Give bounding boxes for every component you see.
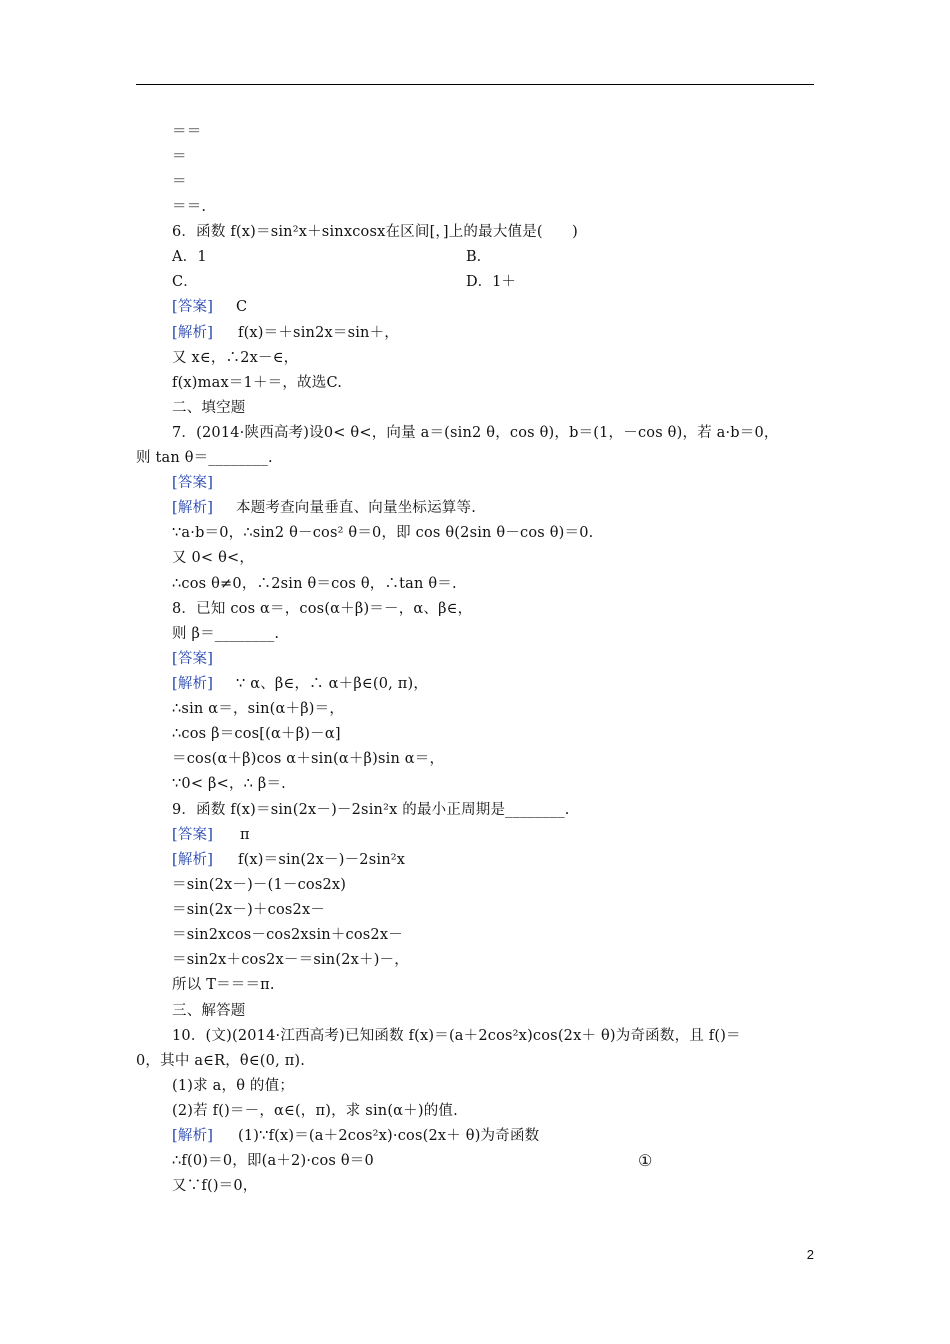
text-line: 则 tan θ＝________. <box>136 450 273 466</box>
text-line: ＝sin(2x－)＋cos2x－ <box>172 902 326 918</box>
answer-label: [解析] <box>172 325 214 341</box>
text-line: 6．函数 f(x)＝sin²x＋sinxcosx在区间[，]上的最大值是( ) <box>172 224 579 240</box>
answer-label: [解析] <box>172 852 214 868</box>
text-line: ∴cos β＝cos[(α＋β)－α] <box>172 726 341 742</box>
text-line: ∴f(0)＝0，即(a＋2)·cos θ＝0 <box>172 1153 374 1169</box>
text-line: 二、填空题 <box>172 400 246 416</box>
text-line: ∵a·b＝0，∴sin2 θ－cos² θ＝0，即 cos θ(2sin θ－cos θ)＝0. <box>172 525 594 541</box>
text-line: 本题考查向量垂直、向量坐标运算等. <box>236 500 477 516</box>
text-line: ＝sin2xcos－cos2xsin＋cos2x－ <box>172 927 403 943</box>
text-line: ∴cos θ≠0，∴2sin θ＝cos θ，∴tan θ＝. <box>172 576 457 592</box>
text-line: π <box>240 827 250 843</box>
text-line: ∵ α、β∈，∴ α＋β∈(0, π)， <box>236 676 429 692</box>
text-line: 所以 T＝＝＝π. <box>172 977 275 993</box>
answer-label: [解析] <box>172 500 214 516</box>
answer-label: [答案] <box>172 475 214 491</box>
answer-label: [答案] <box>172 651 214 667</box>
text-line: 又∵f()＝0， <box>172 1178 258 1194</box>
text-line: (1)∵f(x)＝(a＋2cos²x)·cos(2x＋ θ)为奇函数 <box>238 1128 540 1144</box>
text-line: ＝sin2x＋cos2x－＝sin(2x＋)－， <box>172 952 409 968</box>
choice-option: B． <box>466 249 492 265</box>
text-line: C． <box>172 274 198 290</box>
choice-option: D．1＋ <box>466 274 516 290</box>
text-line: ＝sin(2x－)－(1－cos2x) <box>172 877 347 893</box>
text-line: A．1 <box>172 249 207 265</box>
answer-label: [解析] <box>172 1128 214 1144</box>
text-line: f(x)max＝1＋＝，故选C. <box>172 375 343 391</box>
text-line: 9．函数 f(x)＝sin(2x－)－2sin²x 的最小正周期是________. <box>172 802 570 818</box>
text-line: f(x)＝＋sin2x＝sin＋， <box>238 325 399 341</box>
text-line: C <box>236 299 248 315</box>
text-line: 7．(2014·陕西高考)设0< θ<，向量 a＝(sin2 θ，cos θ)，b＝(1，－cos θ)，若 a·b＝0， <box>172 425 779 441</box>
text-line: ∴sin α＝，sin(α＋β)＝， <box>172 701 345 717</box>
equation-marker: ① <box>638 1151 653 1170</box>
text-line: 又 0< θ<， <box>172 550 255 566</box>
text-line: f(x)＝sin(2x－)－2sin²x <box>238 852 406 868</box>
text-line: 0，其中 a∈R，θ∈(0, π). <box>136 1053 306 1069</box>
answer-label: [答案] <box>172 299 214 315</box>
text-line: 8．已知 cos α＝，cos(α＋β)＝－，α、β∈， <box>172 601 473 617</box>
text-line: ＝＝. <box>172 199 207 215</box>
text-line: ＝ <box>172 149 187 165</box>
text-line: (1)求 a，θ 的值； <box>172 1078 295 1094</box>
answer-label: [解析] <box>172 676 214 692</box>
page-number: 2 <box>806 1247 814 1262</box>
text-line: ＝ <box>172 174 187 190</box>
text-line: (2)若 f()＝－，α∈(，π)，求 sin(α＋)的值. <box>172 1103 458 1119</box>
text-line: ＝＝ <box>172 124 202 140</box>
text-line: 10．(文)(2014·江西高考)已知函数 f(x)＝(a＋2cos²x)cos(2x＋ θ)为奇函数，且 f()＝ <box>172 1028 741 1044</box>
text-line: 则 β＝________. <box>172 626 280 642</box>
text-line: ＝cos(α＋β)cos α＋sin(α＋β)sin α＝， <box>172 751 445 767</box>
answer-label: [答案] <box>172 827 214 843</box>
header-rule <box>136 84 814 85</box>
text-line: 又 x∈，∴2x－∈， <box>172 350 299 366</box>
text-line: ∵0< β<，∴ β＝. <box>172 776 286 792</box>
text-line: 三、解答题 <box>172 1003 246 1019</box>
